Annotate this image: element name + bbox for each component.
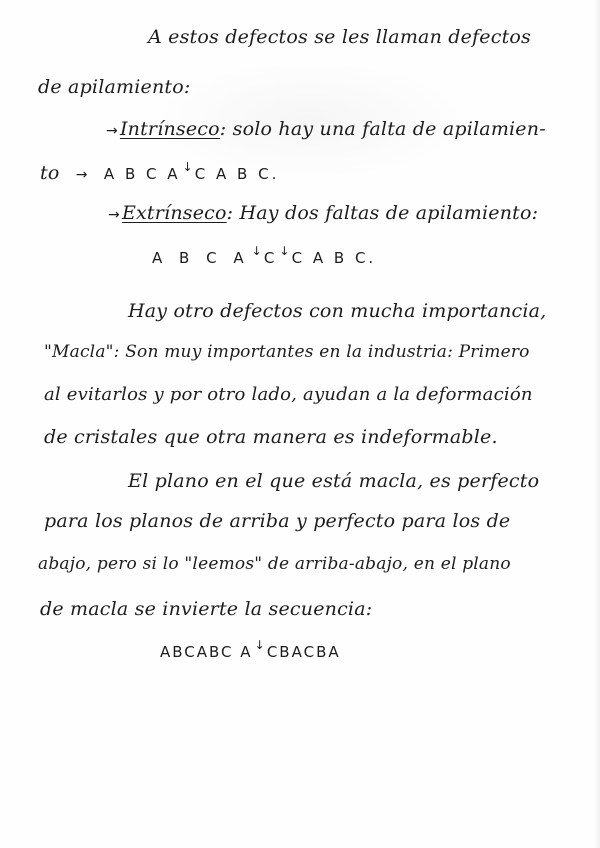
right-arrow-icon: → xyxy=(108,207,120,223)
text-line-4 xyxy=(40,162,279,184)
line-text: El plano en el que está macla, es perfecto xyxy=(128,470,540,492)
text-line-15 xyxy=(160,640,341,662)
down-arrow-icon: ↓ xyxy=(279,244,290,258)
text-line-13 xyxy=(38,554,511,574)
line-text: abajo, pero si lo "leemos" de arriba-abajo, en el plano xyxy=(38,554,511,574)
stacking-sequence: ABCABC A xyxy=(160,643,253,661)
stacking-sequence: A B C A xyxy=(103,165,181,183)
text-line-2 xyxy=(38,76,190,98)
text-line-12 xyxy=(44,510,510,532)
stacking-sequence: CBACBA xyxy=(266,643,341,661)
line-text: de cristales que otra manera es indeformable. xyxy=(44,426,498,448)
line-text: de macla se invierte la secuencia: xyxy=(40,598,373,620)
stacking-sequence: C A B C. xyxy=(194,165,280,183)
line-text: : Hay dos faltas de apilamiento: xyxy=(226,202,539,224)
text-line-8 xyxy=(44,342,530,362)
text-line-6 xyxy=(152,246,376,268)
scan-edge-shadow xyxy=(594,0,600,848)
text-line-1 xyxy=(148,26,531,48)
text-line-5 xyxy=(108,202,538,224)
down-arrow-icon: ↓ xyxy=(254,638,265,652)
text-line-7 xyxy=(128,300,546,322)
text-line-11 xyxy=(128,470,539,492)
down-arrow-icon: ↓ xyxy=(182,160,193,174)
term-intrinseco: Intrínseco xyxy=(119,118,220,140)
text-line-14 xyxy=(40,598,372,620)
term-extrinseco: Extrínseco xyxy=(121,202,227,224)
line-text: al evitarlos y por otro lado, ayudan a la deformación xyxy=(44,384,533,405)
text-line-9 xyxy=(44,384,533,405)
line-text: to xyxy=(40,162,60,184)
text-line-3 xyxy=(106,118,546,140)
line-text: "Macla": Son muy importantes en la industria: Primero xyxy=(44,342,530,362)
text-line-10 xyxy=(44,426,498,448)
line-text: A estos defectos se les llaman defectos xyxy=(148,26,532,48)
stacking-sequence: C xyxy=(263,249,278,267)
line-text: : solo hay una falta de apilamien- xyxy=(219,118,546,140)
right-arrow-icon: → xyxy=(75,167,88,183)
line-text: de apilamiento: xyxy=(38,76,191,98)
line-text: para los planos de arriba y perfecto para los de xyxy=(44,510,511,532)
right-arrow-icon: → xyxy=(106,123,118,139)
stacking-sequence: C A B C. xyxy=(291,249,377,267)
down-arrow-icon: ↓ xyxy=(251,244,262,258)
line-text: Hay otro defectos con mucha importancia, xyxy=(128,300,547,322)
stacking-sequence: A B C A xyxy=(152,249,250,267)
